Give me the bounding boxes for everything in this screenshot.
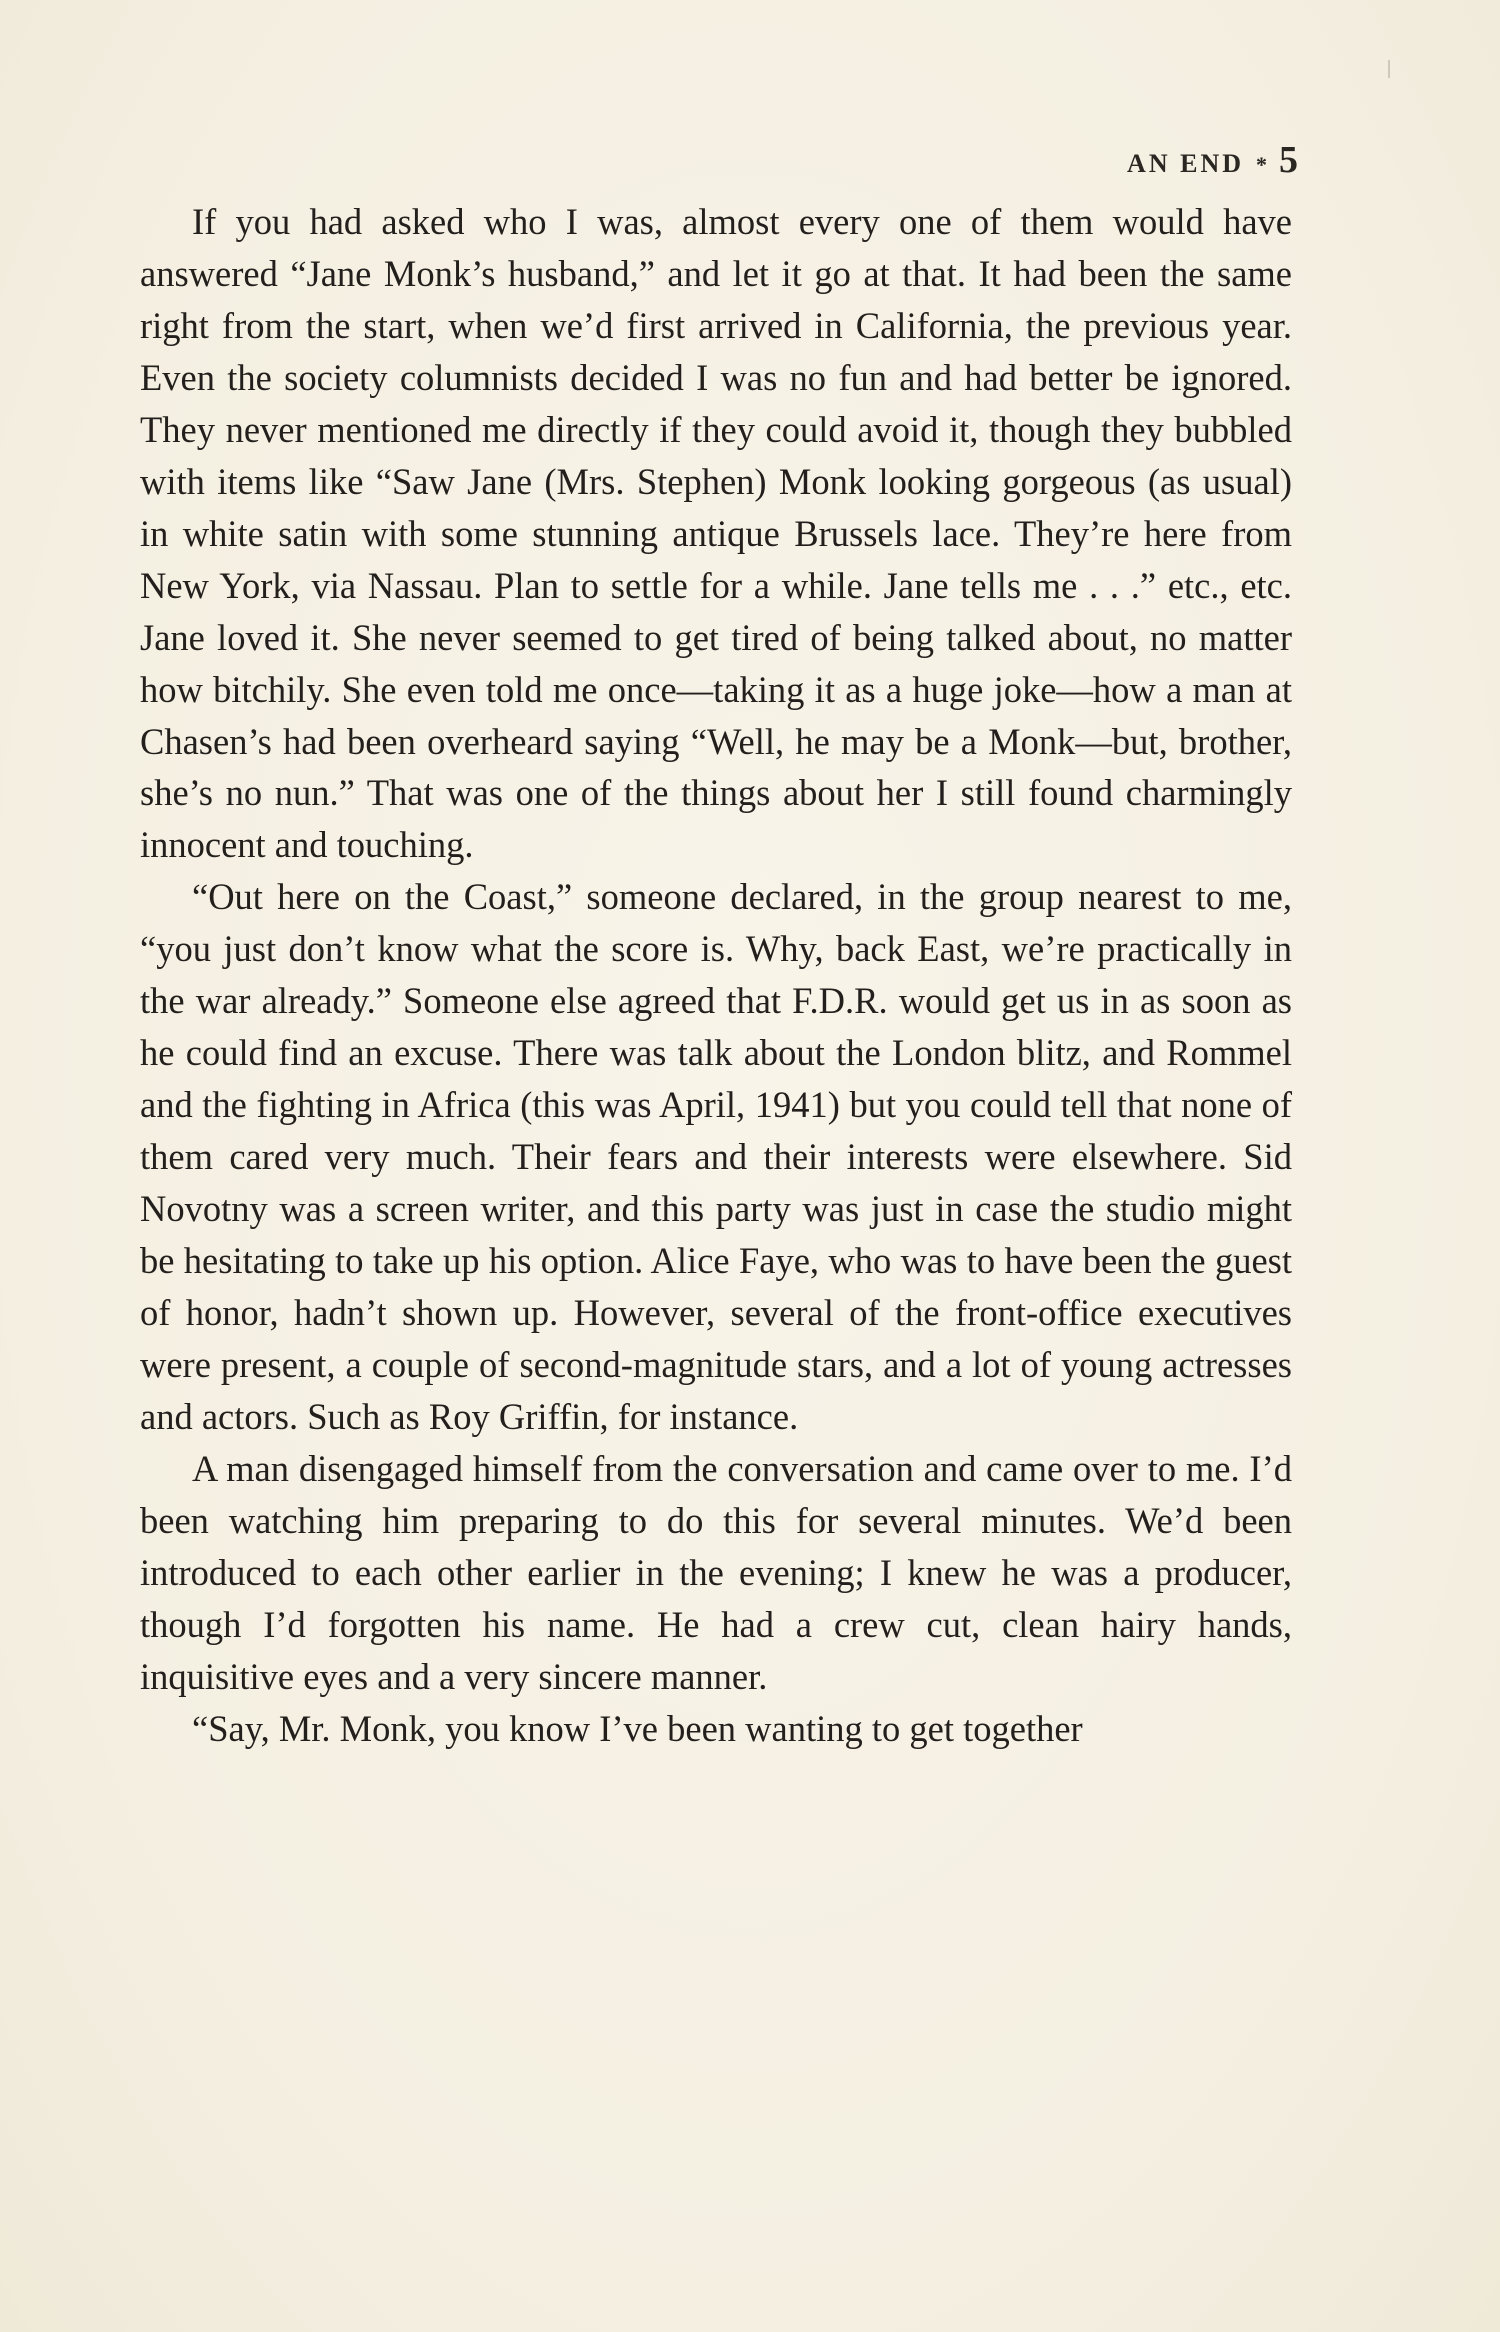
paragraph: If you had asked who I was, almost every one of them would have answered “Jane Monk’s husband,” and let it go at that. It had been the same right from the start, when we’d first arrived in California, the previous year. Even the society columnists decided I was no fun and had better be ignored. They never mentioned me directly if they could avoid it, though they bubbled with items like “Saw Jane (Mrs. Stephen) Monk looking gorgeous (as usual) in white satin with some stunning antique Brussels lace. They’re here from New York, via Nassau. Plan to settle for a while. Jane tells me . . .” etc., etc. Jane loved it. She never seemed to get tired of being talked about, no matter how bitchily. She even told me once—taking it as a huge joke—how a man at Chasen’s had been overheard saying “Well, he may be a Monk—but, brother, she’s no nun.” That was one of the things about her I still found charmingly innocent and touching.: [140, 201, 1292, 866]
paragraph: “Out here on the Coast,” someone declared, in the group nearest to me, “you just don’t know what the score is. Why, back East, we’re practically in the war already.” Someone else agreed that F.D.R. would get us in as soon as he could find an excuse. There was talk about the London blitz, and Rommel and the fighting in Africa (this was April, 1941) but you could tell that none of them cared very much. Their fears and their interests were elsewhere. Sid Novotny was a screen writer, and this party was just in case the studio might be hesitating to take up his option. Alice Faye, who was to have been the guest of honor, hadn’t shown up. However, several of the front-office executives were present, a couple of second-magnitude stars, and a lot of young actresses and actors. Such as Roy Griffin, for instance.: [140, 876, 1292, 1437]
paragraph: A man disengaged himself from the conversation and came over to me. I’d been watching him preparing to do this for several minutes. We’d been introduced to each other earlier in the evening; I knew he was a producer, though I’d forgotten his name. He had a crew cut, clean hairy hands, inquisitive eyes and a very sincere manner.: [140, 1447, 1292, 1697]
running-head: [1127, 138, 1298, 182]
page-number: 5: [1279, 139, 1298, 181]
chapter-title: AN END: [1127, 149, 1244, 178]
paper-blemish: [1388, 60, 1390, 78]
body-text: [140, 196, 1292, 1755]
paragraph: “Say, Mr. Monk, you know I’ve been wanting to get together: [192, 1707, 1083, 1749]
ornament-star-icon: *: [1256, 152, 1267, 177]
